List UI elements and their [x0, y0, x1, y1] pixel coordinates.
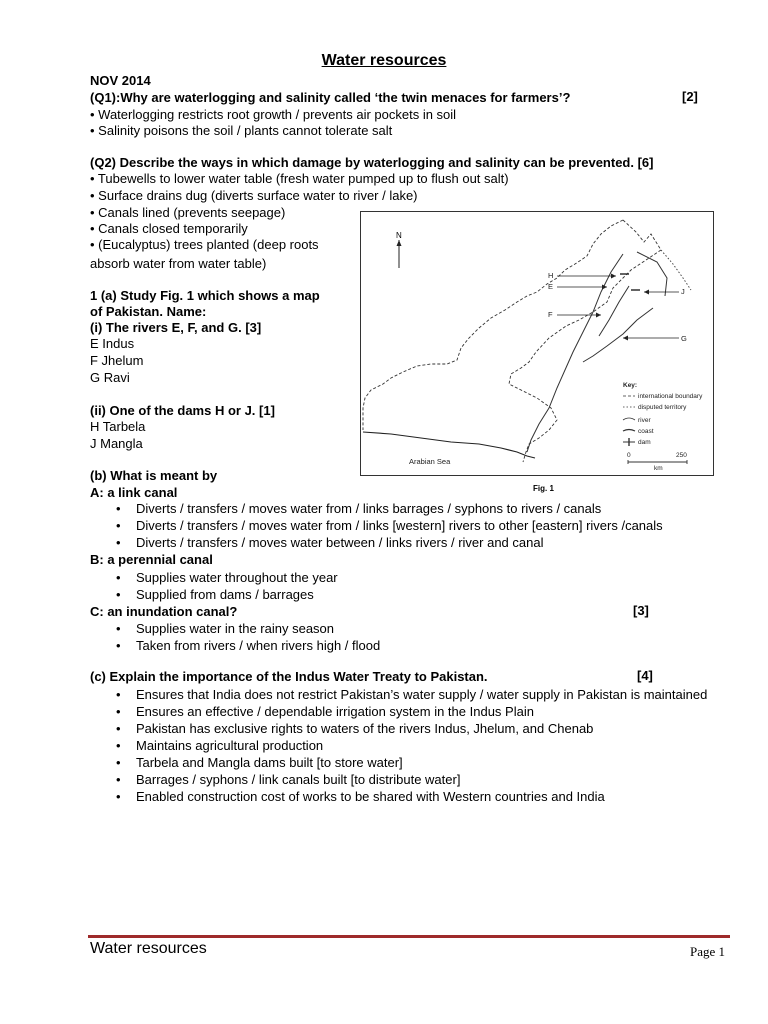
qb-c-label: C: an inundation canal?	[90, 604, 238, 619]
list-item: • Diverts / transfers / moves water from / links [western] rivers to other [eastern] rivers /canals	[92, 517, 663, 534]
north-label: N	[396, 231, 402, 240]
q2-answer-1: • Tubewells to lower water table (fresh water pumped up to flush out salt)	[90, 171, 509, 186]
scale-max: 250	[676, 452, 687, 459]
q1-answer-1: • Waterlogging restricts root growth / prevents air pockets in soil	[90, 107, 457, 122]
eastern-boundary	[509, 220, 661, 462]
q2-answer-4: • Canals closed temporarily	[90, 221, 248, 236]
river-e-answer: E Indus	[90, 336, 135, 351]
list-item: • Tarbela and Mangla dams built [to store water]	[92, 754, 716, 771]
list-item: • Diverts / transfers / moves water between / links rivers / river and canal	[92, 534, 663, 551]
river-upper	[637, 252, 667, 296]
list-item: • Supplies water throughout the year	[92, 569, 338, 586]
map-label-g: G	[681, 334, 687, 343]
list-item: • Barrages / syphons / link canals built [to distribute water]	[92, 771, 716, 788]
q1a-line-3: (i) The rivers E, F, and G. [3]	[90, 320, 262, 335]
q1a-line-2: of Pakistan. Name:	[90, 304, 207, 319]
qb-b-list	[92, 569, 338, 603]
q2-answer-5: • (Eucalyptus) trees planted (deep roots	[90, 237, 319, 252]
footer-divider	[88, 935, 730, 938]
qc-question: (c) Explain the importance of the Indus Water Treaty to Pakistan.	[90, 669, 488, 684]
page-number: Page 1	[690, 944, 726, 959]
key-dam: dam	[638, 439, 651, 446]
river-jhelum	[599, 286, 629, 336]
qc-list	[92, 686, 716, 805]
qb-b-label: B: a perennial canal	[90, 552, 213, 567]
scale-zero: 0	[627, 452, 631, 459]
map-key	[623, 382, 703, 472]
q1-answer-2: • Salinity poisons the soil / plants cannot tolerate salt	[90, 123, 393, 138]
dam-j-answer: J Mangla	[90, 436, 143, 451]
qb-c-list	[92, 620, 380, 654]
key-title: Key:	[623, 382, 638, 389]
qb-a-list	[92, 500, 663, 551]
qb-a-label: A: a link canal	[90, 485, 178, 500]
q1-marks: [2]	[682, 89, 698, 104]
map-label-e: E	[548, 282, 554, 291]
dam-h-answer: H Tarbela	[90, 419, 146, 434]
scale-unit: km	[654, 465, 663, 472]
list-item: • Maintains agricultural production	[92, 737, 716, 754]
qb-question: (b) What is meant by	[90, 468, 218, 483]
river-f-answer: F Jhelum	[90, 353, 144, 368]
map-label-f: F	[548, 310, 553, 319]
list-item: • Supplies water in the rainy season	[92, 620, 380, 637]
exam-date: NOV 2014	[90, 73, 151, 88]
disputed-boundary	[661, 250, 691, 290]
river-g-answer: G Ravi	[90, 370, 130, 385]
key-river: river	[638, 417, 651, 424]
map-label-h: H	[548, 271, 554, 280]
q2-answer-2: • Surface drains dug (diverts surface water to river / lake)	[90, 188, 418, 203]
list-item: • Pakistan has exclusive rights to waters of the rivers Indus, Jhelum, and Chenab	[92, 720, 716, 737]
list-item: • Diverts / transfers / moves water from / links barrages / syphons to rivers / canals	[92, 500, 663, 517]
page-title: Water resources	[321, 52, 447, 69]
figure-caption: Fig. 1	[533, 484, 554, 493]
q1a-line-1: 1 (a) Study Fig. 1 which shows a map	[90, 288, 320, 303]
river-ravi	[583, 308, 653, 362]
qb-c-marks: [3]	[633, 603, 649, 618]
list-item: • Enabled construction cost of works to be shared with Western countries and India	[92, 788, 716, 805]
key-coast: coast	[638, 428, 654, 435]
qc-marks: [4]	[637, 668, 653, 683]
footer-title: Water resources	[90, 940, 207, 957]
list-item: • Supplied from dams / barrages	[92, 586, 338, 603]
q2-question: (Q2) Describe the ways in which damage by waterlogging and salinity can be prevented. [6]	[90, 155, 654, 170]
map-label-j: J	[681, 287, 685, 296]
q1-question: (Q1):Why are waterlogging and salinity called ‘the twin menaces for farmers’?	[90, 90, 571, 105]
q2-answer-3: • Canals lined (prevents seepage)	[90, 205, 286, 220]
coastline	[363, 432, 535, 458]
list-item: • Ensures that India does not restrict Pakistan’s water supply / water supply in Pakistan is maintained	[92, 686, 716, 703]
key-disputed-territory: disputed territory	[638, 404, 687, 411]
dams-question: (ii) One of the dams H or J. [1]	[90, 403, 275, 418]
q2-answer-6: absorb water from water table)	[90, 256, 267, 271]
sea-label: Arabian Sea	[409, 457, 451, 466]
list-item: • Ensures an effective / dependable irrigation system in the Indus Plain	[92, 703, 716, 720]
river-indus	[527, 254, 623, 452]
pakistan-map-figure	[360, 211, 714, 476]
list-item: • Taken from rivers / when rivers high / flood	[92, 637, 380, 654]
western-boundary	[363, 220, 623, 430]
key-international-boundary: international boundary	[638, 393, 703, 400]
